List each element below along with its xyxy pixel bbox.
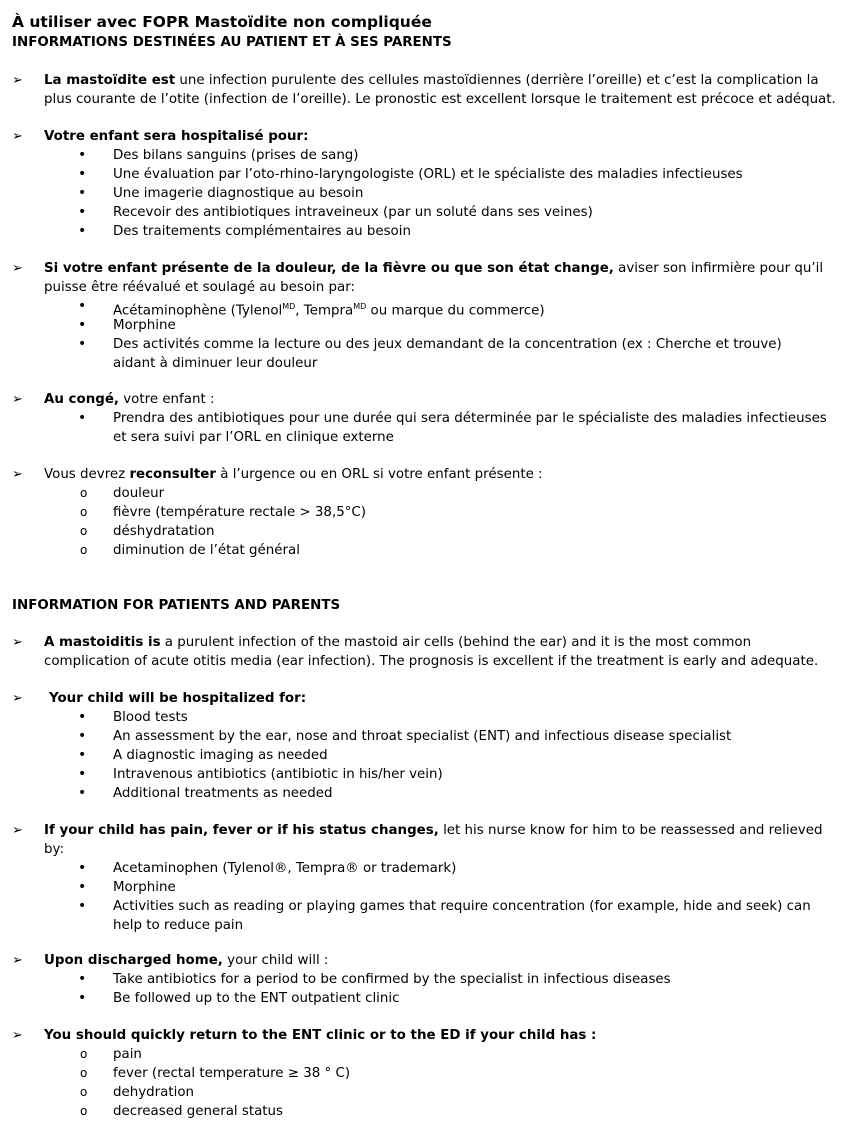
list-item: Be followed up to the ENT outpatient clinic xyxy=(113,991,400,1006)
bullet-dot-icon: • xyxy=(78,317,87,333)
list-item: Des bilans sanguins (prises de sang) xyxy=(113,148,359,163)
trademark-md-sup: MD xyxy=(282,302,296,311)
en-section-heading: INFORMATION FOR PATIENTS AND PARENTS xyxy=(12,598,341,613)
list-item: Intravenous antibiotics (antibiotic in his/her vein) xyxy=(113,767,443,782)
bullet-dot-icon: • xyxy=(78,766,87,782)
list-item: Blood tests xyxy=(113,710,188,725)
en-definition-lead: A mastoiditis is xyxy=(44,635,161,650)
list-item: Morphine xyxy=(113,880,176,895)
list-item: pain xyxy=(113,1047,142,1062)
bullet-dot-icon: • xyxy=(78,336,87,352)
en-pain-line2: by: xyxy=(44,842,64,857)
circle-bullet-icon: o xyxy=(80,543,88,557)
en-hospitalized-heading: Your child will be hospitalized for: xyxy=(49,691,307,706)
list-item: Une imagerie diagnostique au besoin xyxy=(113,186,364,201)
fr-pain-text1: aviser son infirmière pour qu’il xyxy=(613,261,824,276)
list-item: Activities such as reading or playing games that require concentration (for example, hide and seek) can xyxy=(113,899,811,914)
bullet-dot-icon: • xyxy=(78,204,87,220)
list-item-continuation: help to reduce pain xyxy=(113,918,244,933)
bullet-dot-icon: • xyxy=(78,898,87,914)
list-item xyxy=(113,297,545,320)
arrow-bullet-icon: ➢ xyxy=(12,691,23,706)
arrow-bullet-icon: ➢ xyxy=(12,392,23,407)
list-item: Prendra des antibiotiques pour une durée qui sera déterminée par le spécialiste des maladies infectieuses xyxy=(113,411,827,426)
list-item: decreased general status xyxy=(113,1104,284,1119)
bullet-dot-icon: • xyxy=(78,166,87,182)
bullet-dot-icon: • xyxy=(78,185,87,201)
arrow-bullet-icon: ➢ xyxy=(12,467,23,482)
document-title: À utiliser avec FOPR Mastoïdite non compliquée xyxy=(12,13,432,31)
arrow-bullet-icon: ➢ xyxy=(12,1028,23,1043)
en-definition-line2: complication of acute otitis media (ear infection). The prognosis is excellent if the treatment is early and adequate. xyxy=(44,654,819,669)
list-item: Des activités comme la lecture ou des jeux demandant de la concentration (ex : Cherche et trouve) xyxy=(113,337,782,352)
fr-pain-line1 xyxy=(44,259,823,278)
circle-bullet-icon: o xyxy=(80,1085,88,1099)
trademark-md-sup: MD xyxy=(353,302,367,311)
fr-definition-text1: une infection purulente des cellules mastoïdiennes (derrière l’oreille) et c’est la complication la xyxy=(175,73,819,88)
arrow-bullet-icon: ➢ xyxy=(12,823,23,838)
fr-return-line xyxy=(44,465,543,484)
fr-pain-item1-b: , Tempra xyxy=(295,303,354,319)
circle-bullet-icon: o xyxy=(80,524,88,538)
bullet-dot-icon: • xyxy=(78,971,87,987)
circle-bullet-icon: o xyxy=(80,1104,88,1118)
list-item: Take antibiotics for a period to be confirmed by the specialist in infectious diseases xyxy=(113,972,671,987)
fr-return-post: à l’urgence ou en ORL si votre enfant présente : xyxy=(215,467,543,482)
bullet-dot-icon: • xyxy=(78,223,87,239)
fr-discharge-rest: votre enfant : xyxy=(118,392,215,407)
fr-pain-item1-a: Acétaminophène (Tylenol xyxy=(113,303,283,319)
en-pain-lead: If your child has pain, fever or if his status changes, xyxy=(44,823,439,838)
bullet-dot-icon: • xyxy=(78,728,87,744)
list-item: An assessment by the ear, nose and throat specialist (ENT) and infectious disease specialist xyxy=(113,729,732,744)
en-return-heading: You should quickly return to the ENT clinic or to the ED if your child has : xyxy=(44,1028,597,1043)
list-item-continuation: aidant à diminuer leur douleur xyxy=(113,356,318,371)
en-discharge-rest: your child will : xyxy=(222,953,329,968)
list-item: Recevoir des antibiotiques intraveineux (par un soluté dans ses veines) xyxy=(113,205,593,220)
list-item: dehydration xyxy=(113,1085,195,1100)
list-item: déshydratation xyxy=(113,524,215,539)
circle-bullet-icon: o xyxy=(80,505,88,519)
fr-discharge-lead: Au congé, xyxy=(44,392,119,407)
bullet-dot-icon: • xyxy=(78,860,87,876)
fr-pain-lead: Si votre enfant présente de la douleur, de la fièvre ou que son état change, xyxy=(44,261,614,276)
fr-return-bold: reconsulter xyxy=(129,467,216,482)
arrow-bullet-icon: ➢ xyxy=(12,261,23,276)
fr-return-pre: Vous devrez xyxy=(44,467,130,482)
bullet-dot-icon: • xyxy=(78,147,87,163)
bullet-dot-icon: • xyxy=(78,747,87,763)
list-item: Des traitements complémentaires au besoin xyxy=(113,224,411,239)
list-item: Une évaluation par l’oto-rhino-laryngologiste (ORL) et le spécialiste des maladies infectieuses xyxy=(113,167,743,182)
bullet-dot-icon: • xyxy=(78,298,87,314)
list-item: Additional treatments as needed xyxy=(113,786,333,801)
circle-bullet-icon: o xyxy=(80,486,88,500)
fr-pain-item1-c: ou marque du commerce) xyxy=(366,303,545,319)
en-discharge-line xyxy=(44,951,328,970)
circle-bullet-icon: o xyxy=(80,1047,88,1061)
fr-pain-line2: puisse être réévalué et soulagé au besoin par: xyxy=(44,280,355,295)
en-definition-text1: a purulent infection of the mastoid air cells (behind the ear) and it is the most common xyxy=(160,635,752,650)
list-item: fièvre (température rectale > 38,5°C) xyxy=(113,505,366,520)
list-item: diminution de l’état général xyxy=(113,543,300,558)
bullet-dot-icon: • xyxy=(78,785,87,801)
bullet-dot-icon: • xyxy=(78,410,87,426)
list-item: Acetaminophen (Tylenol®, Tempra® or trademark) xyxy=(113,861,457,876)
list-item: A diagnostic imaging as needed xyxy=(113,748,328,763)
bullet-dot-icon: • xyxy=(78,709,87,725)
list-item-continuation: et sera suivi par l’ORL en clinique externe xyxy=(113,430,394,445)
fr-definition-line2: plus courante de l’otite (infection de l’oreille). Le pronostic est excellent lorsque le traitement est précoce et adéquat. xyxy=(44,92,836,107)
en-discharge-lead: Upon discharged home, xyxy=(44,953,223,968)
arrow-bullet-icon: ➢ xyxy=(12,635,23,650)
list-item: Morphine xyxy=(113,318,176,333)
en-pain-text1: let his nurse know for him to be reassessed and relieved xyxy=(438,823,823,838)
list-item: douleur xyxy=(113,486,165,501)
fr-discharge-line xyxy=(44,390,214,409)
bullet-dot-icon: • xyxy=(78,879,87,895)
document-subtitle: INFORMATIONS DESTINÉES AU PATIENT ET À SES PARENTS xyxy=(12,35,452,50)
bullet-dot-icon: • xyxy=(78,990,87,1006)
en-definition-line1 xyxy=(44,633,751,652)
arrow-bullet-icon: ➢ xyxy=(12,953,23,968)
circle-bullet-icon: o xyxy=(80,1066,88,1080)
fr-hospitalized-heading: Votre enfant sera hospitalisé pour: xyxy=(44,129,309,144)
list-item: fever (rectal temperature ≥ 38 ° C) xyxy=(113,1066,351,1081)
fr-definition-line1 xyxy=(44,71,819,90)
arrow-bullet-icon: ➢ xyxy=(12,129,23,144)
fr-definition-lead: La mastoïdite est xyxy=(44,73,176,88)
arrow-bullet-icon: ➢ xyxy=(12,73,23,88)
en-pain-line1 xyxy=(44,821,822,840)
